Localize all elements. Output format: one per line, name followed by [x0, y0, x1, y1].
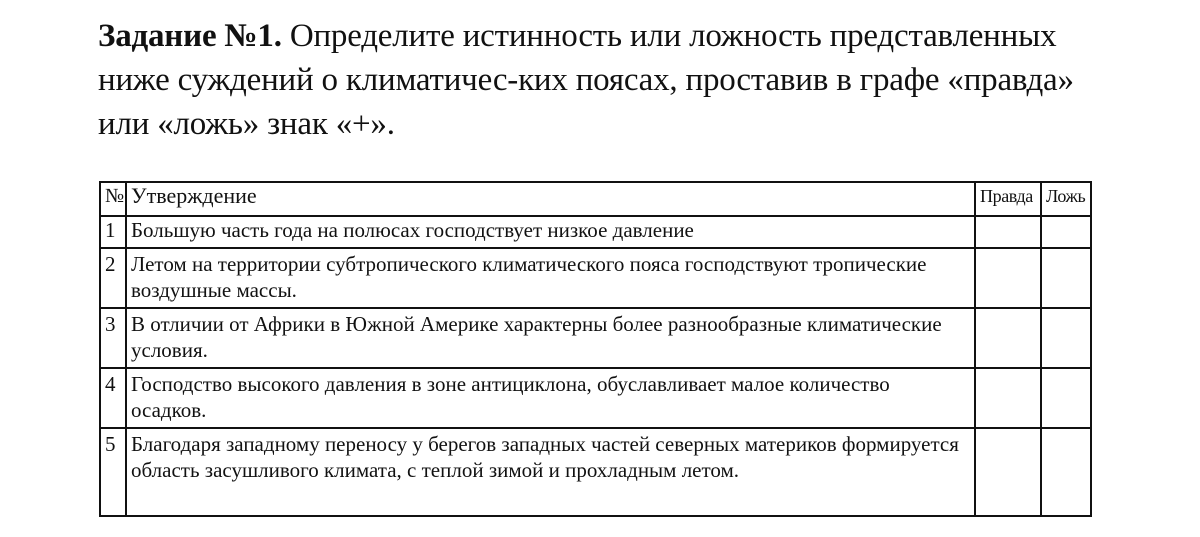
- header-true: Правда: [975, 182, 1041, 216]
- answer-cell-false[interactable]: [1041, 248, 1091, 308]
- task-paragraph: [98, 14, 1098, 146]
- answer-cell-true[interactable]: [975, 216, 1041, 248]
- header-false: Ложь: [1041, 182, 1091, 216]
- table-row: [100, 368, 1091, 428]
- header-statement: Утверждение: [126, 182, 975, 216]
- row-statement: Благодаря западному переносу у берегов западных частей северных материков формируется область засушливого климата, с теплой зимой и прохладным летом.: [126, 428, 975, 516]
- row-statement: Летом на территории субтропического климатического пояса господствуют тропические воздушные массы.: [126, 248, 975, 308]
- header-number: №: [100, 182, 126, 216]
- table-row: [100, 216, 1091, 248]
- answer-cell-false[interactable]: [1041, 216, 1091, 248]
- table-row: [100, 248, 1091, 308]
- task-title: Задание №1.: [98, 18, 282, 54]
- row-number: 1: [100, 216, 126, 248]
- answer-cell-false[interactable]: [1041, 428, 1091, 516]
- row-statement: Господство высокого давления в зоне антициклона, обуславливает малое количество осадков.: [126, 368, 975, 428]
- row-number: 3: [100, 308, 126, 368]
- answer-cell-false[interactable]: [1041, 308, 1091, 368]
- table-row: [100, 308, 1091, 368]
- statements-table: [99, 181, 1092, 517]
- table-row: [100, 428, 1091, 516]
- row-number: 4: [100, 368, 126, 428]
- answer-cell-false[interactable]: [1041, 368, 1091, 428]
- row-number: 5: [100, 428, 126, 516]
- answer-cell-true[interactable]: [975, 248, 1041, 308]
- answer-cell-true[interactable]: [975, 428, 1041, 516]
- answer-cell-true[interactable]: [975, 368, 1041, 428]
- answer-cell-true[interactable]: [975, 308, 1041, 368]
- row-statement: В отличии от Африки в Южной Америке характерны более разнообразные климатические условия.: [126, 308, 975, 368]
- row-number: 2: [100, 248, 126, 308]
- task-text: Определите истинность или ложность представленных ниже суждений о климатичес-ких поясах, проставив в графе «правда» или «ложь» знак «+».: [98, 18, 1074, 142]
- table-header-row: [100, 182, 1091, 216]
- row-statement: Большую часть года на полюсах господствует низкое давление: [126, 216, 975, 248]
